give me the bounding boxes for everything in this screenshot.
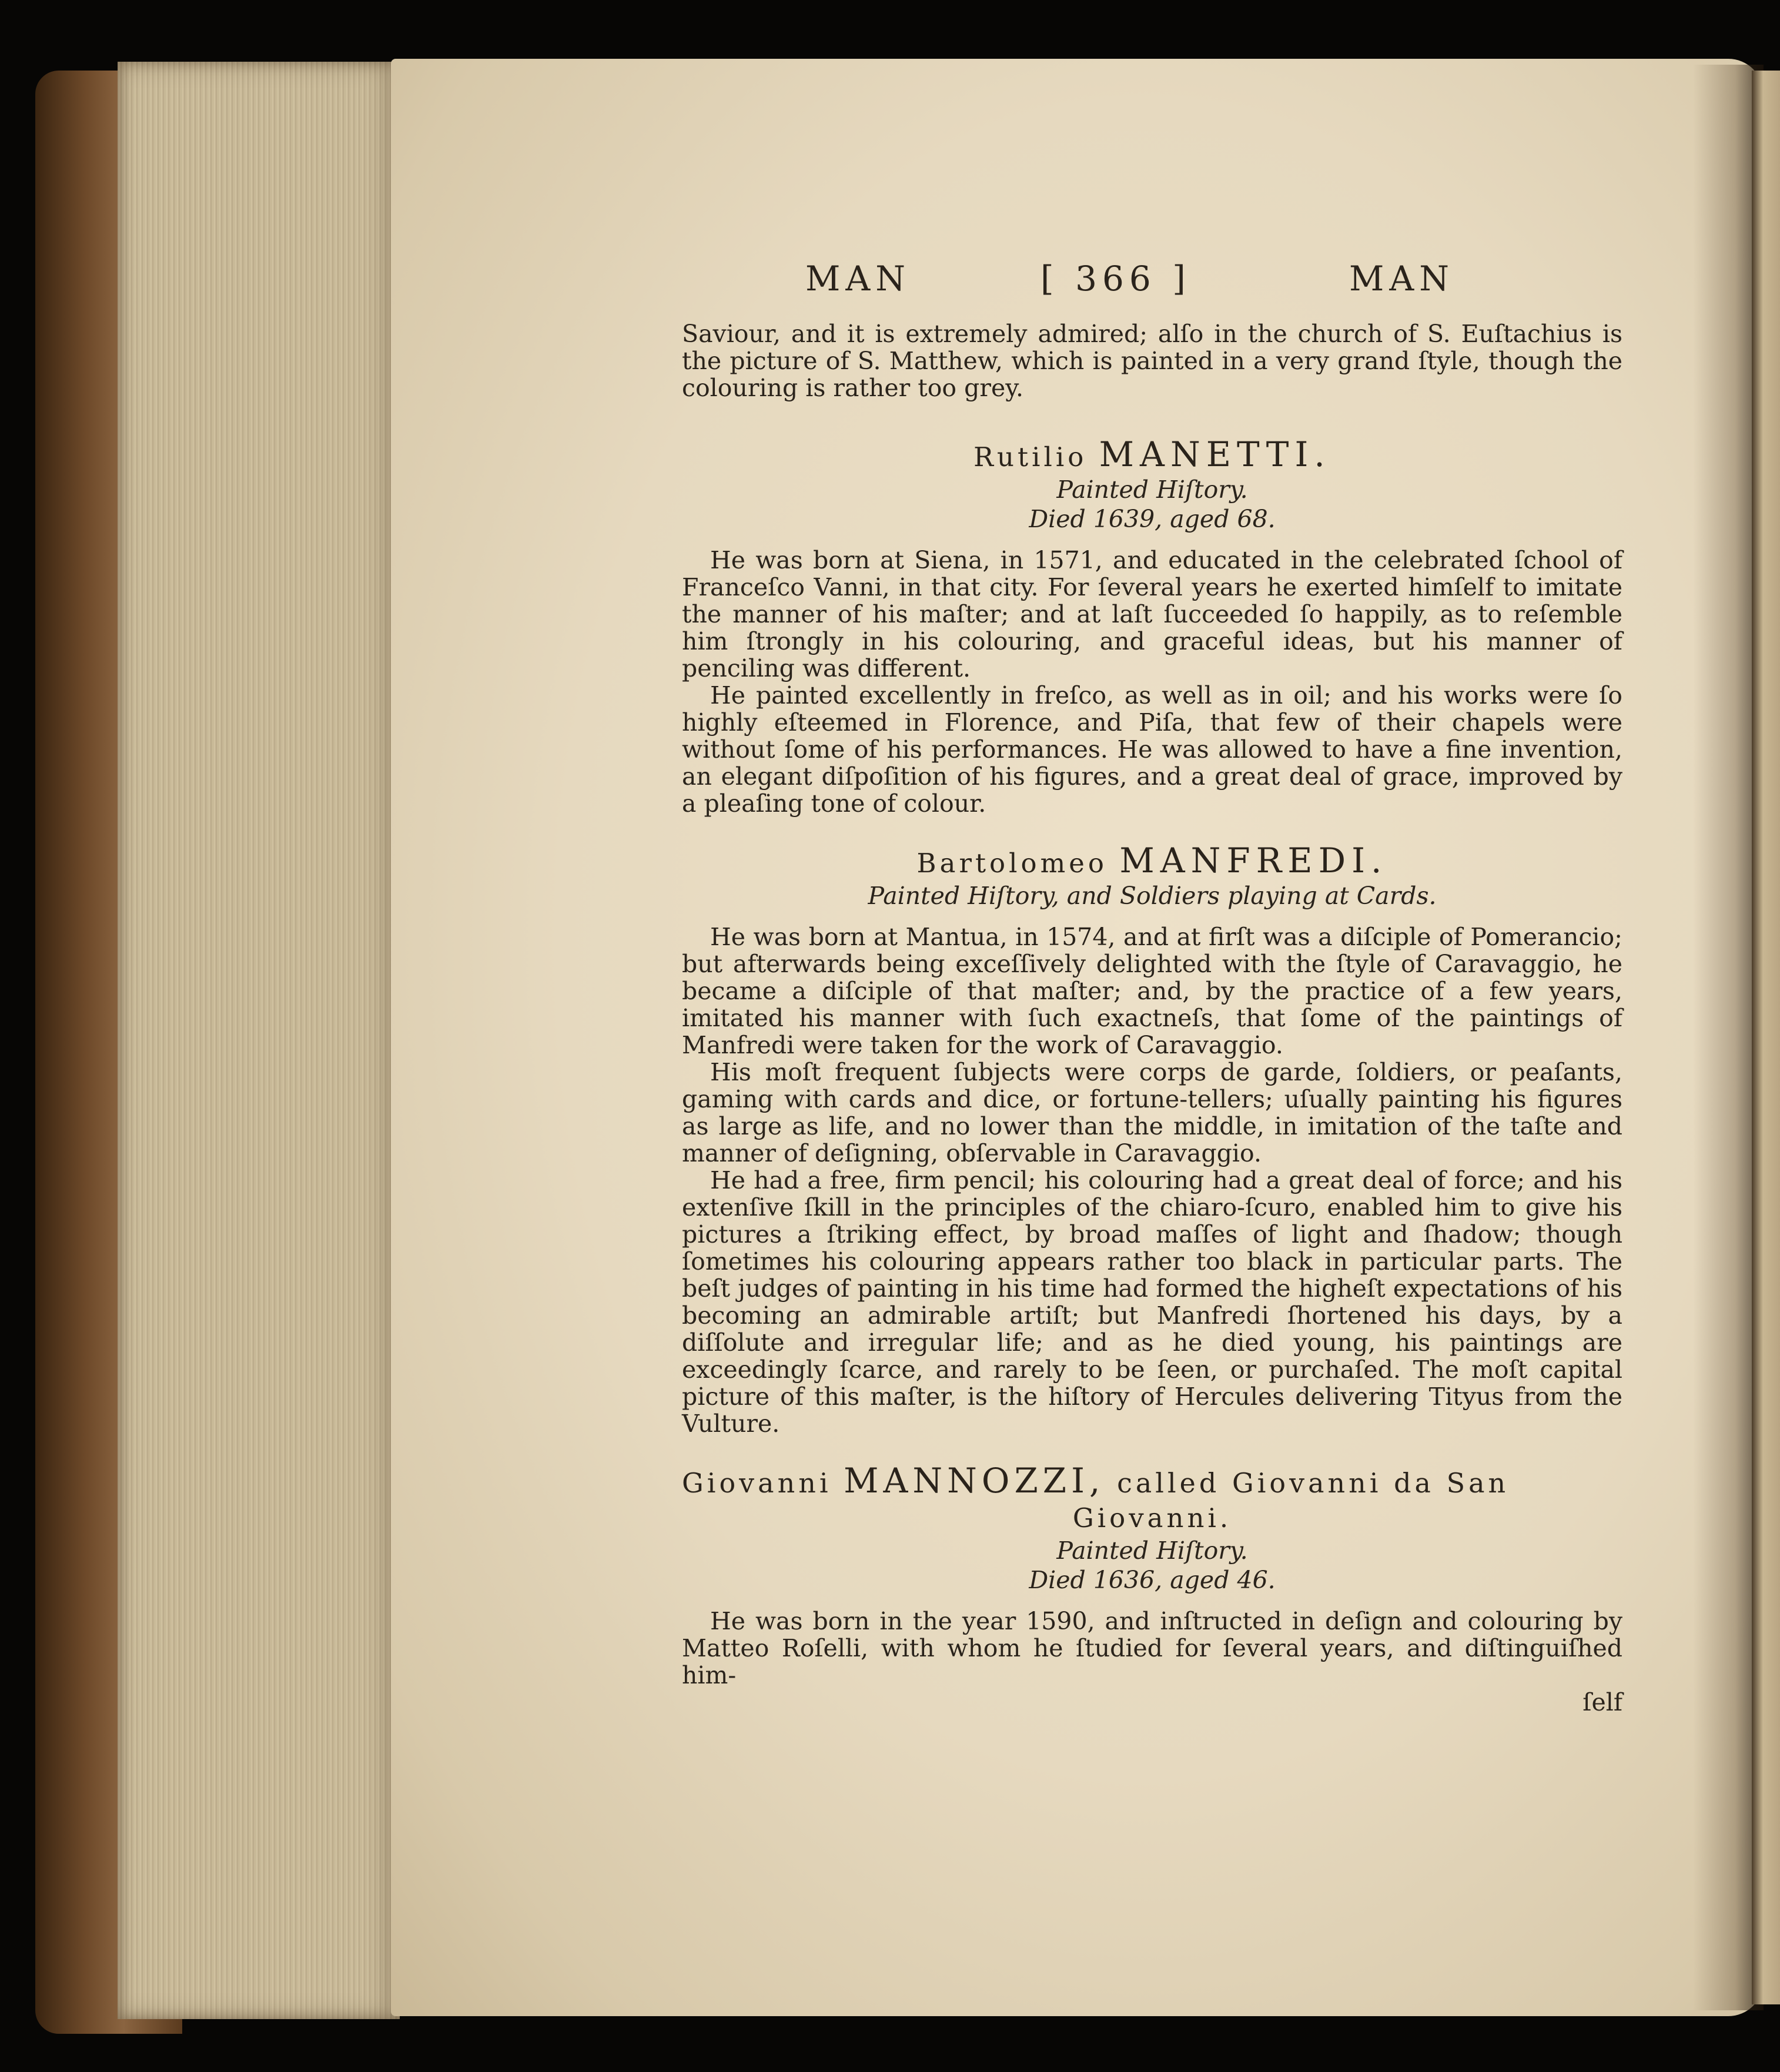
entry-subject: Painted Hiſtory, and Soldiers playing at Cards. (868, 882, 1437, 910)
paragraph: He had a free, firm pencil; his colouring had a great deal of force; and his extenſive ſkill in the principles of the chiaro-ſcuro, enabled him to give his pictures a ſtriking effect, by broad maſſes of light and ſhadow; though ſometimes his colouring appears rather too black in particular parts. The beſt judges of painting in his time had formed the higheſt expectations of his becoming an admirable artiſt; but Manfredi ſhortened his days, by a diſſolute and irregular life; and as he died young, his paintings are exceedingly ſcarce, and rarely to be ſeen, or purchaſed. The moſt capital picture of this maſter, is the hiſtory of Hercules delivering Tityus from the Vulture. (682, 1166, 1622, 1438)
running-header (682, 247, 1622, 320)
running-head-right: MAN (1349, 259, 1455, 299)
page-edges (118, 62, 400, 2019)
entry-manetti (682, 434, 1622, 818)
entry-subject: Painted Hiſtory. (1056, 1537, 1248, 1565)
entry-heading (682, 434, 1622, 475)
given-name: Giovanni (682, 1467, 832, 1499)
entry-heading (682, 843, 1622, 881)
given-name: Bartolomeo (916, 848, 1108, 879)
alias: called Giovanni da San (1117, 1467, 1510, 1499)
entry-mannozzi (682, 1463, 1622, 1689)
paragraph: His moſt frequent ſubjects were corps de garde, ſoldiers, or peaſants, gaming with cards and dice, or fortune-tellers; uſually painting his figures as large as life, and no lower than the middle, in imitation of the taſte and manner of deſigning, obſervable in Caravaggio. (682, 1058, 1622, 1167)
entry-subject: Painted Hiſtory. (1056, 476, 1248, 504)
entry-heading-continued: Giovanni. (1072, 1502, 1232, 1534)
facing-page-edge (1752, 71, 1780, 2004)
paragraph: He was born at Siena, in 1571, and educated in the celebrated ſchool of Franceſco Vanni, in that city. For ſeveral years he exerted himſelf to imitate the manner of his maſter; and at laſt ſucceeded ſo happily, as to reſemble him ſtrongly in his colouring, and graceful ideas, but his manner of penciling was different. (682, 546, 1622, 682)
entry-death: Died 1639, aged 68. (1029, 505, 1276, 533)
page-text (682, 247, 1622, 1716)
given-name: Rutilio (973, 441, 1088, 473)
paragraph: He was born in the year 1590, and inſtructed in deſign and colouring by Matteo Roſelli, with whom he ſtudied for ſeveral years, and diſtinguiſhed him- (682, 1607, 1622, 1689)
paragraph: He was born at Mantua, in 1574, and at firſt was a diſciple of Pomerancio; but afterwards being exceſſively delighted with the ſtyle of Caravaggio, he became a diſciple of that maſter; and, by the practice of a few years, imitated his manner with ſuch exactneſs, that ſome of the paintings of Manfredi were taken for the work of Caravaggio. (682, 923, 1622, 1059)
surname: MANETTI. (1099, 434, 1331, 474)
entry-heading (682, 1463, 1622, 1501)
page-number: [ 366 ] (1040, 259, 1191, 299)
continued-paragraph: Saviour, and it is extremely admired; alſo in the church of S. Euſtachius is the picture of S. Matthew, which is painted in a very grand ſtyle, though the colouring is rather too grey. (682, 320, 1622, 402)
entry-death: Died 1636, aged 46. (1029, 1566, 1276, 1594)
surname: MANFREDI. (1119, 841, 1388, 881)
catchword: ſelf (1582, 1688, 1622, 1716)
surname: MANNOZZI, (844, 1461, 1105, 1501)
paragraph: He painted excellently in freſco, as well as in oil; and his works were ſo highly eſteemed in Florence, and Piſa, that few of their chapels were without ſome of his performances. He was allowed to have a fine invention, an elegant diſpoſition of his figures, and a great deal of grace, improved by a pleaſing tone of colour. (682, 681, 1622, 818)
running-head-left: MAN (805, 259, 911, 299)
entry-manfredi (682, 843, 1622, 1437)
